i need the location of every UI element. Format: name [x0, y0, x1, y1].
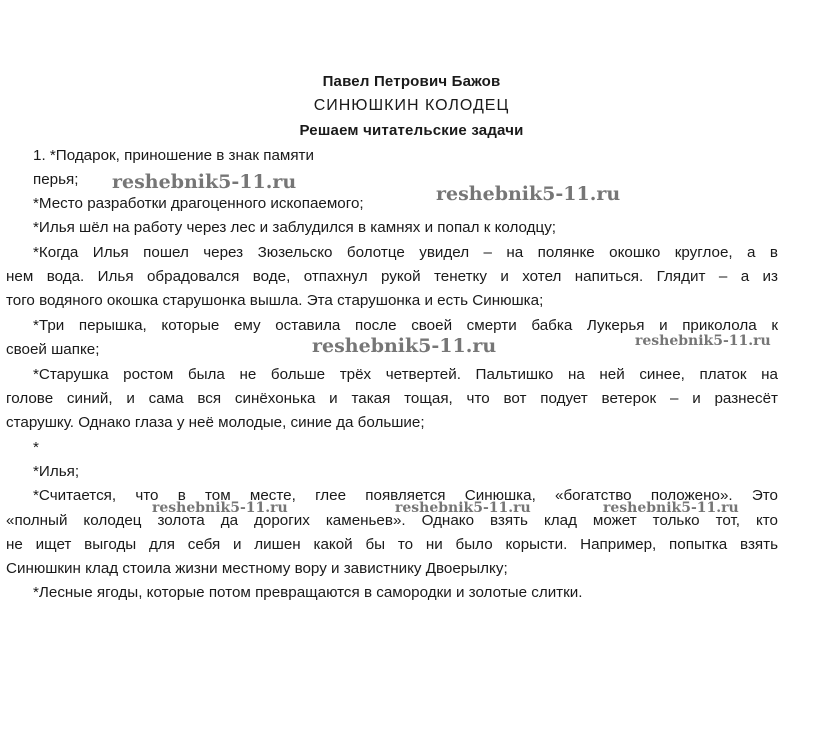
text-line: «полный колодец золота да дорогих каменьев». Однако взять клад может только тот, кто [6, 512, 778, 529]
text-line: *Когда Илья пошел через Зюзельско болотце увидел – на полянке окошко круглое, а в [33, 244, 778, 261]
text-line: нем вода. Илья обрадовался воде, отпахнул рукой тенетку и хотел напиться. Глядит – а из [6, 268, 778, 285]
watermark: reshebnik5-11.ru [603, 500, 739, 516]
text-line: своей шапке; [6, 341, 100, 358]
text-line: Синюшкин клад стоила жизни местному вору и завистнику Двоерылку; [6, 560, 508, 577]
text-line: перья; [33, 171, 79, 188]
text-line: *Считается, что в том месте, глее появляется Синюшка, «богатство положено». Это [33, 487, 778, 504]
author-heading: Павел Петрович Бажов [322, 73, 501, 90]
text-line: голове синий, и сама вся синёхонька и такая тощая, что вот подует ветерок – и разнесёт [6, 390, 778, 407]
text-line: *Три перышка, которые ему оставила после своей смерти бабка Лукерья и приколола к [33, 317, 778, 334]
text-line: не ищет выгоды для себя и лишен какой бы то ни было корысти. Например, попытка взять [6, 536, 778, 553]
watermark: reshebnik5-11.ru [635, 333, 771, 349]
text-line: *Старушка ростом была не больше трёх четвертей. Пальтишко на ней синее, платок на [33, 366, 778, 383]
task-heading: Решаем читательские задачи [299, 122, 524, 139]
text-line: 1. *Подарок, приношение в знак памяти [33, 147, 314, 164]
text-line: *Илья шёл на работу через лес и заблудился в камнях и попал к колодцу; [33, 219, 557, 236]
text-line: *Место разработки драгоценного ископаемого; [33, 195, 364, 212]
story-title: СИНЮШКИН КОЛОДЕЦ [313, 97, 510, 114]
watermark: reshebnik5-11.ru [112, 171, 297, 193]
text-line: * [33, 439, 39, 456]
text-line: старушку. Однако глаза у неё молодые, синие да большие; [6, 414, 425, 431]
watermark: reshebnik5-11.ru [152, 500, 288, 516]
watermark: reshebnik5-11.ru [312, 335, 497, 357]
watermark: reshebnik5-11.ru [436, 183, 621, 205]
watermark: reshebnik5-11.ru [395, 500, 531, 516]
text-line: *Лесные ягоды, которые потом превращаются в самородки и золотые слитки. [33, 584, 583, 601]
text-line: *Илья; [33, 463, 80, 480]
text-line: того водяного окошка старушонка вышла. Эта старушонка и есть Синюшка; [6, 292, 544, 309]
